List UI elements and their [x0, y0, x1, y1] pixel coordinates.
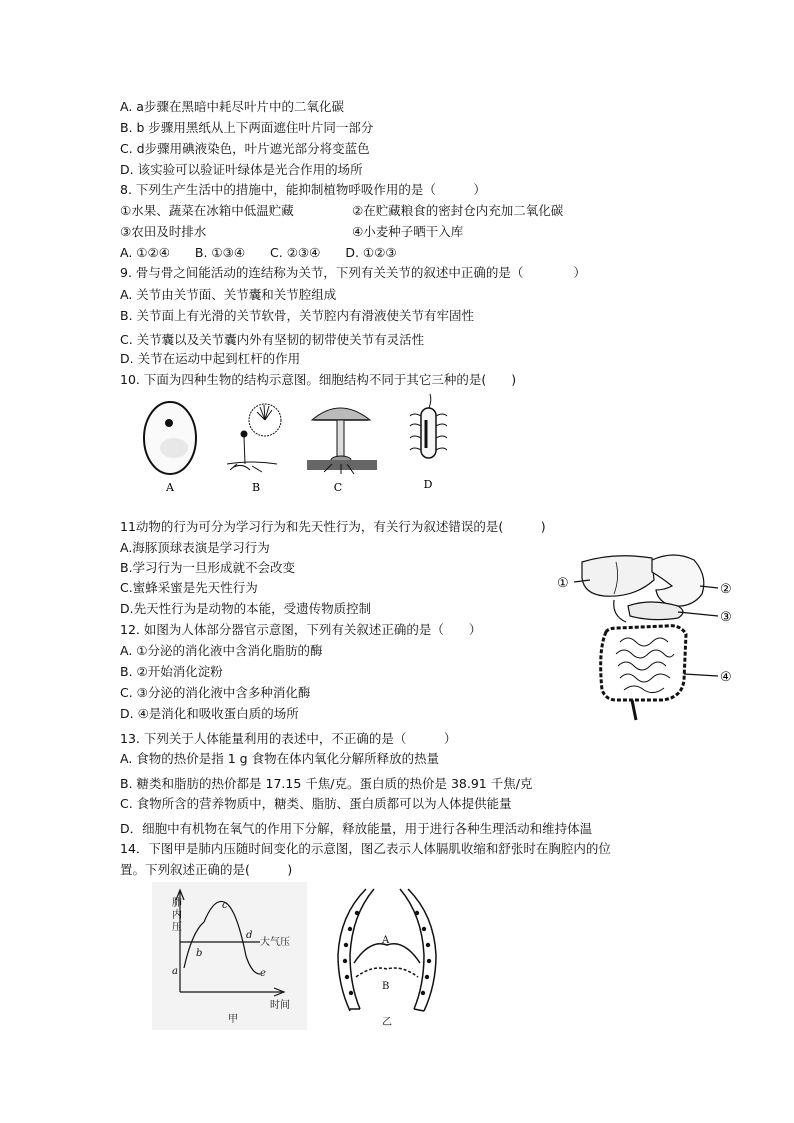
- jia-point-c: c: [222, 900, 228, 911]
- organ-label-3: ③: [720, 610, 732, 625]
- q14-figure-jia: [152, 882, 307, 1030]
- digestive-system-figure: [554, 550, 744, 730]
- jia-point-a: a: [172, 966, 178, 977]
- q13-option-d: D．细胞中有机物在氧气的作用下分解，释放能量，用于进行各种生理活动和维持体温: [120, 821, 593, 836]
- organism-label-a: A: [166, 481, 174, 494]
- small-intestine: [616, 638, 674, 693]
- q14-figure-yi: [330, 885, 445, 1030]
- organism-label-b: B: [251, 481, 261, 494]
- q12-option-c: C. ③分泌的消化液中含多种消化酶: [120, 685, 311, 700]
- organism-label-d: D: [423, 478, 433, 491]
- pancreas: [628, 602, 683, 620]
- organism-c-mushroom: [307, 408, 377, 474]
- jia-point-d: d: [246, 930, 253, 941]
- q7-option-c: C. d步骤用碘液染色，叶片遮光部分将变蓝色: [120, 141, 370, 156]
- q12-option-a: A. ①分泌的消化液中含消化脂肪的酶: [120, 643, 323, 658]
- q9-option-d: D. 关节在运动中起到杠杆的作用: [120, 351, 301, 366]
- jia-point-b: b: [196, 948, 203, 959]
- yi-caption: 乙: [382, 1017, 392, 1028]
- organism-b-mold: [227, 404, 281, 472]
- q8-item-2: ②在贮藏粮食的密封仓内充加二氧化碳: [352, 203, 564, 218]
- q12-option-d: D. ④是消化和吸收蛋白质的场所: [120, 706, 299, 721]
- q11-option-b: B.学习行为一旦形成就不会改变: [120, 560, 296, 575]
- jia-ylabel-3: 压: [172, 922, 182, 933]
- yi-diaphragm-a: [354, 944, 420, 963]
- q9-option-c: C. 关节囊以及关节囊内外有坚韧的韧带使关节有灵活性: [120, 332, 425, 347]
- q12-stem: 12. 如图为人体部分器官示意图，下列有关叙述正确的是（ ）: [120, 622, 482, 637]
- q13-option-a: A. 食物的热价是指 1 g 食物在体内氧化分解所释放的热量: [120, 751, 440, 766]
- q8-item-4: ④小麦种子晒干入库: [352, 224, 464, 239]
- organ-label-2: ②: [720, 582, 732, 597]
- q10-organism-figure: [132, 390, 467, 496]
- q10-stem: 10. 下面为四种生物的结构示意图。细胞结构不同于其它三种的是( ): [120, 372, 517, 387]
- organ-label-1: ①: [557, 576, 569, 591]
- q8-item-1: ①水果、蔬菜在冰箱中低温贮藏: [120, 203, 294, 218]
- jia-ref-label: 大气压: [260, 937, 290, 948]
- q14-stem-line2: 置。下列叙述正确的是( ): [120, 862, 293, 877]
- liver: [582, 556, 654, 596]
- jia-point-e: e: [260, 968, 266, 979]
- q11-stem: 11动物的行为可分为学习行为和先天性行为，有关行为叙述错误的是( ): [120, 519, 546, 534]
- q9-stem: 9. 骨与骨之间能活动的连结称为关节，下列有关关节的叙述中正确的是（ ）: [120, 265, 586, 280]
- q7-option-b: B. b 步骤用黑纸从上下两面遮住叶片同一部分: [120, 120, 374, 135]
- q12-option-b: B. ②开始消化淀粉: [120, 664, 223, 679]
- q13-option-c: C. 食物所含的营养物质中，糖类、脂肪、蛋白质都可以为人体提供能量: [120, 796, 512, 811]
- yi-label-b: B: [382, 981, 390, 992]
- q7-option-a: A. a步骤在黑暗中耗尽叶片中的二氧化碳: [120, 99, 344, 114]
- jia-ylabel-1: 肺: [172, 898, 182, 909]
- q9-option-a: A. 关节由关节面、关节囊和关节腔组成: [120, 287, 337, 302]
- q9-option-b: B. 关节面上有光滑的关节软骨，关节腔内有滑液使关节有牢固性: [120, 308, 475, 323]
- q11-option-c: C.蜜蜂采蜜是先天性行为: [120, 580, 258, 595]
- yi-diaphragm-b: [356, 968, 418, 977]
- jia-xlabel: 时间: [270, 1000, 290, 1011]
- stomach: [652, 555, 704, 606]
- jia-caption: 甲: [228, 1014, 238, 1025]
- organ-label-4: ④: [720, 670, 732, 685]
- jia-ylabel-2: 内: [172, 910, 182, 921]
- q8-options: A. ①②④ B. ①③④ C. ②③④ D. ①②③: [120, 245, 397, 260]
- q7-option-d: D. 该实验可以验证叶绿体是光合作用的场所: [120, 162, 363, 177]
- large-intestine: [601, 626, 686, 700]
- yi-label-a: A: [382, 935, 390, 946]
- q8-stem: 8. 下列生产生活中的措施中，能抑制植物呼吸作用的是（ ）: [120, 182, 486, 197]
- organism-a-yeast: [144, 402, 196, 474]
- organism-label-c: C: [333, 481, 343, 494]
- organism-d-bacterium: [410, 394, 447, 458]
- q11-option-d: D.先天性行为是动物的本能，受遗传物质控制: [120, 601, 372, 616]
- q13-stem: 13. 下列关于人体能量利用的表述中，不正确的是（ ）: [120, 731, 457, 746]
- q14-stem-line1: 14．下图甲是肺内压随时间变化的示意图，图乙表示人体膈肌收缩和舒张时在胸腔内的位: [120, 841, 611, 856]
- q13-option-b: B. 糖类和脂肪的热价都是 17.15 千焦/克。蛋白质的热价是 38.91 千焦/克: [120, 776, 533, 791]
- q11-option-a: A.海豚顶球表演是学习行为: [120, 540, 270, 555]
- q8-item-3: ③农田及时排水: [120, 224, 207, 239]
